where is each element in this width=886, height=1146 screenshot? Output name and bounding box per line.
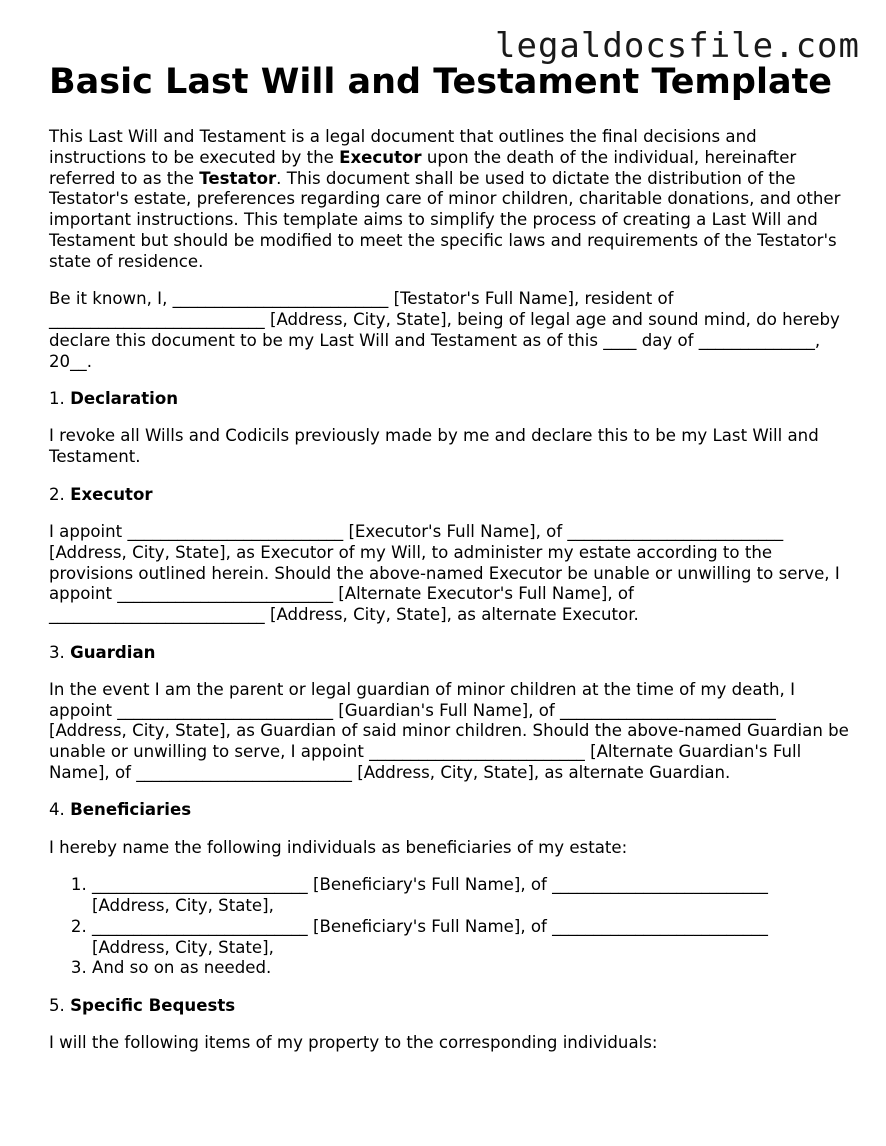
- section-number: 4.: [49, 800, 71, 820]
- guardian-text: In the event I am the parent or legal guardian of minor children at the time of my death, I appoint __________________________ [Guardian's Full Name], of __________________________ [Address, City, State], as Guardian of said minor children. Should the above-named Guardian be unable or unwilling to serve, I appoint __________________________ [Alternate Guardian's Full Name], of __________________________ [Address, City, State], as alternate Guardian.: [49, 679, 849, 783]
- section-title: Specific Bequests: [70, 995, 236, 1015]
- section-title: Executor: [70, 484, 153, 504]
- section-heading-specific-bequests: [49, 996, 849, 1017]
- section-title: Beneficiaries: [70, 800, 192, 820]
- section-number: 5.: [49, 995, 71, 1015]
- list-item: 2. __________________________ [Beneficiary's Full Name], of __________________________ [Address, City, State],: [92, 917, 849, 959]
- beneficiaries-text: I hereby name the following individuals as beneficiaries of my estate:: [49, 837, 628, 857]
- section-heading-guardian: [49, 643, 849, 664]
- section-heading-beneficiaries: [49, 800, 849, 821]
- section-number: 1.: [49, 388, 71, 408]
- section-title: Declaration: [70, 388, 179, 408]
- section-heading-declaration: [49, 389, 849, 410]
- intro-part3: . This document shall be used to dictate the distribution of the Testator's estate, preferences regarding care of minor children, charitable donations, and other important instructions. This template aims to simplify the process of creating a Last Will and Testament but should be modified to meet the specific laws and requirements of the Testator's state of residence.: [49, 168, 841, 271]
- list-item: 1. __________________________ [Beneficiary's Full Name], of __________________________ [Address, City, State],: [92, 875, 849, 917]
- intro-part1: This Last Will and Testament is a legal document that outlines the final decisions and instructions to be executed by the: [49, 127, 757, 167]
- document-body: [49, 127, 849, 1071]
- section-number: 2.: [49, 484, 71, 504]
- section-title: Guardian: [70, 642, 156, 662]
- list-item: 3. And so on as needed.: [92, 958, 849, 979]
- section-number: 3.: [49, 642, 71, 662]
- declaration-text: I revoke all Wills and Codicils previously made by me and declare this to be my Last Will and Testament.: [49, 426, 819, 467]
- be-it-known-paragraph: Be it known, I, __________________________ [Testator's Full Name], resident of __________________________ [Address, City, State], being of legal age and sound mind, do hereby declare this document to be my Last Will and Testament as of this ____ day of ______________, 20__.: [49, 289, 840, 371]
- page-title: Basic Last Will and Testament Template: [49, 62, 833, 102]
- testator-term: Testator: [199, 168, 277, 188]
- site-watermark: legaldocsfile.com: [495, 26, 860, 66]
- section-heading-executor: [49, 485, 849, 506]
- specific-bequests-text: I will the following items of my property to the corresponding individuals:: [49, 1033, 658, 1053]
- intro-paragraph: [49, 127, 849, 273]
- executor-term: Executor: [339, 147, 422, 167]
- beneficiaries-list: [49, 875, 849, 979]
- intro-part2: upon the death of the individual, hereinafter referred to as the: [49, 147, 797, 188]
- executor-text: I appoint __________________________ [Executor's Full Name], of __________________________ [Address, City, State], as Executor of my Will, to administer my estate according to the provisions outlined herein. Should the above-named Executor be unable or unwilling to serve, I appoint __________________________ [Alternate Executor's Full Name], of __________________________ [Address, City, State], as alternate Executor.: [49, 521, 840, 625]
